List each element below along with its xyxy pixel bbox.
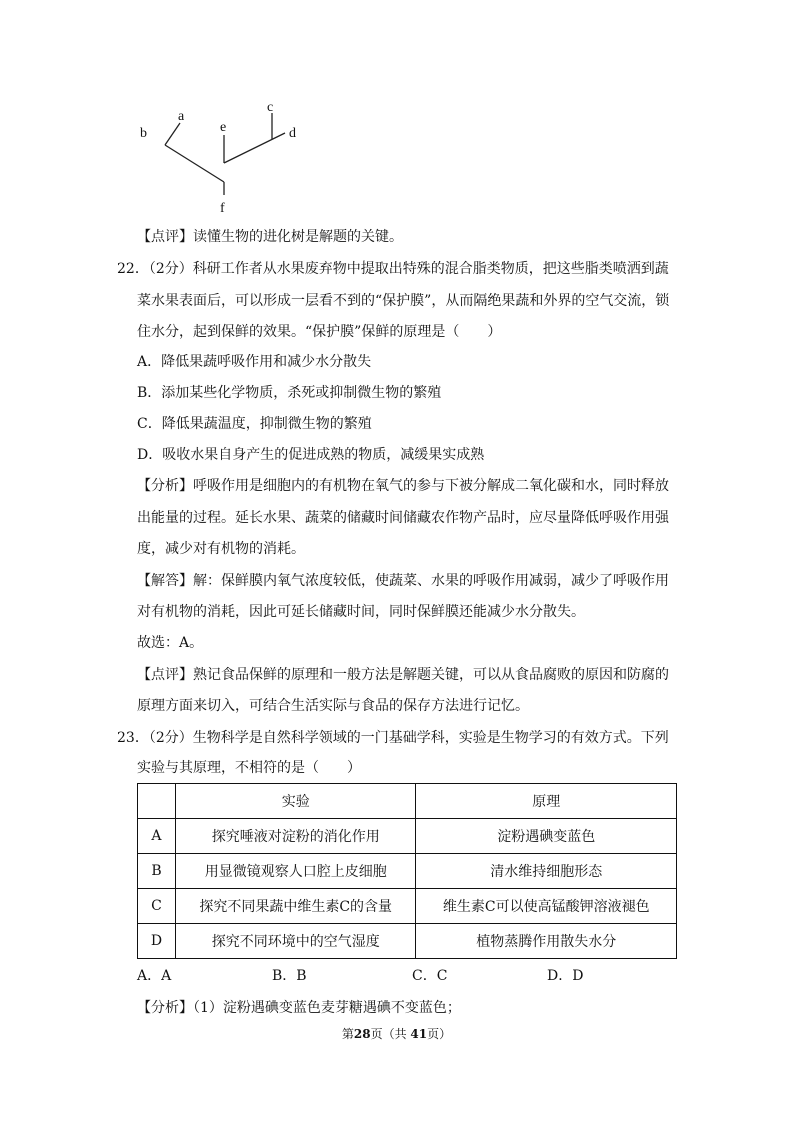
table-header-cell: 实验 — [175, 784, 416, 819]
table-cell: 植物蒸腾作用散失水分 — [416, 924, 677, 959]
question-22-stem-3: 住水分，起到保鲜的效果。“保护膜”保鲜的原理是（ ） — [137, 324, 502, 340]
analysis-line-3: 度，减少对有机物的消耗。 — [137, 541, 305, 557]
footer-mid: 页（共 — [370, 1027, 411, 1041]
table-row — [138, 924, 677, 959]
choice-d: D．D — [547, 968, 584, 984]
table-cell: 用显微镜观察人口腔上皮细胞 — [175, 854, 416, 889]
answer-choice: 故选：A。 — [137, 635, 204, 651]
footer-prefix: 第 — [341, 1027, 354, 1041]
analysis-line-2: 出能量的过程。延长水果、蔬菜的储藏时间储藏农作物产品时，应尽量降低呼吸作用强 — [137, 510, 669, 526]
comment-line-2: 【点评】熟记食品保鲜的原理和一般方法是解题关键，可以从食品腐败的原因和防腐的 — [137, 667, 669, 683]
analysis-line-q23: 【分析】（1）淀粉遇碘变蓝色麦芽糖遇碘不变蓝色； — [137, 1000, 461, 1016]
table-row — [138, 819, 677, 854]
tree-branch-a — [165, 123, 180, 145]
question-22-option-c: C．降低果蔬温度，抑制微生物的繁殖 — [137, 416, 372, 432]
question-22-stem: 22．（2分）科研工作者从水果废弃物中提取出特殊的混合脂类物质，把这些脂类喷洒到蔬 — [117, 261, 669, 277]
table-cell: 维生素C可以使高锰酸钾溶液褪色 — [416, 889, 677, 924]
tree-label-f: f — [220, 201, 225, 216]
table-cell: 探究唾液对淀粉的消化作用 — [175, 819, 416, 854]
page-footer — [0, 1025, 793, 1042]
table-header-row — [138, 784, 677, 819]
choice-c: C．C — [412, 968, 448, 984]
tree-label-e: e — [220, 120, 227, 135]
table-row — [138, 854, 677, 889]
choice-a: A．A — [137, 968, 172, 984]
question-23-stem: 23．（2分）生物科学是自然科学领域的一门基础学科，实验是生物学习的有效方式。下列 — [117, 730, 669, 746]
table-header-cell — [138, 784, 176, 819]
tree-branch-left — [165, 145, 224, 182]
tree-branch-right — [224, 133, 285, 163]
evolution-tree-diagram — [130, 95, 330, 220]
table-cell: C — [138, 889, 176, 924]
table-cell: 清水维持细胞形态 — [416, 854, 677, 889]
question-23-stem-2: 实验与其原理，不相符的是（ ） — [137, 760, 361, 776]
table-cell: 淀粉遇碘变蓝色 — [416, 819, 677, 854]
question-22-option-d: D．吸收水果自身产生的促进成熟的物质，减缓果实成熟 — [137, 447, 485, 463]
table-header-cell: 原理 — [416, 784, 677, 819]
comment-line-3: 原理方面来切入，可结合生活实际与食品的保存方法进行记忆。 — [137, 698, 529, 714]
table-cell: 探究不同果蔬中维生素C的含量 — [175, 889, 416, 924]
question-22-stem-2: 菜水果表面后，可以形成一层看不到的“保护膜”，从而隔绝果蔬和外界的空气交流，锁 — [137, 293, 670, 309]
question-22-option-b: B．添加某些化学物质，杀死或抑制微生物的繁殖 — [137, 385, 442, 401]
analysis-line-1: 【分析】呼吸作用是细胞内的有机物在氧气的参与下被分解成二氧化碳和水，同时释放 — [137, 478, 669, 494]
total-pages: 41 — [410, 1027, 428, 1041]
answer-line-2: 对有机物的消耗，因此可延长储藏时间，同时保鲜膜还能减少水分散失。 — [137, 604, 585, 620]
tree-label-d: d — [289, 126, 296, 141]
choice-b: B．B — [272, 968, 307, 984]
table-cell: B — [138, 854, 176, 889]
tree-label-a: a — [178, 109, 185, 124]
tree-label-b: b — [140, 126, 147, 141]
table-row — [138, 889, 677, 924]
comment-line: 【点评】读懂生物的进化树是解题的关键。 — [137, 229, 403, 245]
page-number: 28 — [353, 1027, 371, 1041]
table-cell: 探究不同环境中的空气湿度 — [175, 924, 416, 959]
table-cell: D — [138, 924, 176, 959]
answer-line-1: 【解答】解：保鲜膜内氧气浓度较低，使蔬菜、水果的呼吸作用减弱，减少了呼吸作用 — [137, 573, 669, 589]
question-22-option-a: A．降低果蔬呼吸作用和减少水分散失 — [137, 354, 372, 370]
footer-suffix: 页） — [427, 1027, 452, 1041]
table-cell: A — [138, 819, 176, 854]
experiment-table — [137, 783, 677, 959]
tree-label-c: c — [267, 100, 274, 115]
